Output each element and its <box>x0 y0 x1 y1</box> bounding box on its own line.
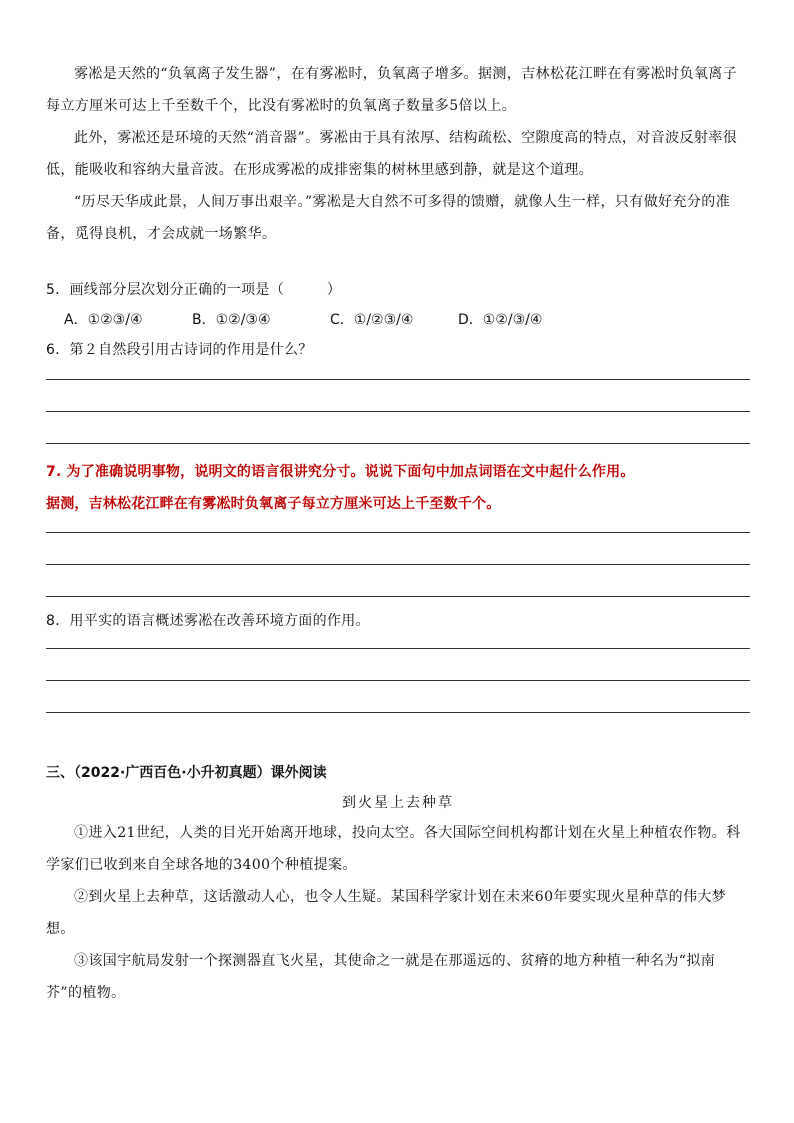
option-c[interactable]: C．①/②③/④ <box>330 312 414 328</box>
question-8 <box>46 609 750 713</box>
question-5 <box>46 278 750 332</box>
answer-line[interactable] <box>46 681 750 713</box>
question-7-sentence: 据测，吉林松花江畔在有雾凇时负氧离子每立方厘米可达上千至数千个。 <box>46 496 501 512</box>
answer-line[interactable] <box>46 362 750 380</box>
option-a[interactable]: A．①②③/④ <box>64 312 143 328</box>
worksheet-page <box>46 58 750 1009</box>
question-5-text: 5．画线部分层次划分正确的一项是（ ） <box>46 282 342 298</box>
article-title: 到火星上去种草 <box>342 795 454 811</box>
answer-line[interactable] <box>46 380 750 412</box>
question-6 <box>46 338 750 444</box>
question-8-text: 8．用平实的语言概述雾凇在改善环境方面的作用。 <box>46 613 370 629</box>
question-5-options <box>64 308 750 332</box>
answer-line[interactable] <box>46 412 750 444</box>
answer-lines-7[interactable] <box>46 520 750 597</box>
question-6-text: 6．第２自然段引用古诗词的作用是什么？ <box>46 342 313 358</box>
question-7 <box>46 456 750 597</box>
section-3-title: 三、（2022·广西百色·小升初真题）课外阅读 <box>46 765 327 781</box>
answer-line[interactable] <box>46 565 750 597</box>
answer-line[interactable] <box>46 520 750 533</box>
article-paragraph: ③该国宇航局发射一个探测器直飞火星，其使命之一就是在那遥远的、贫瘠的地方种植一种名为“拟南芥”的植物。 <box>46 953 716 1001</box>
answer-line[interactable] <box>46 633 750 649</box>
answer-lines-6[interactable] <box>46 362 750 444</box>
article-paragraph: ①进入21世纪，人类的目光开始离开地球，投向太空。各大国际空间机构都计划在火星上种植农作物。科学家们已收到来自全球各地的3400个种植提案。 <box>46 825 741 873</box>
answer-line[interactable] <box>46 533 750 565</box>
passage-paragraph: 雾凇是天然的“负氧离子发生器”，在有雾凇时，负氧离子增多。据测，吉林松花江畔在有雾凇时负氧离子每立方厘米可达上千至数千个，比没有雾凇时的负氧离子数量多5倍以上。 <box>46 66 738 114</box>
answer-line[interactable] <box>46 649 750 681</box>
option-d[interactable]: D．①②/③/④ <box>458 312 543 328</box>
answer-lines-8[interactable] <box>46 633 750 713</box>
option-b[interactable]: B．①②/③④ <box>192 312 271 328</box>
question-7-text: 7. 为了准确说明事物，说明文的语言很讲究分寸。说说下面句中加点词语在文中起什么作用。 <box>46 464 635 480</box>
article-paragraph: ②到火星上去种草，这话激动人心，也令人生疑。某国科学家计划在未来60年要实现火星种草的伟大梦想。 <box>46 889 727 937</box>
passage-paragraph: 此外，雾凇还是环境的天然“消音器”。雾凇由于具有浓厚、结构疏松、空隙度高的特点，对音波反射率很低，能吸收和容纳大量音波。在形成雾凇的成排密集的树林里感到静，就是这个道理。 <box>46 130 738 178</box>
passage-paragraph: “历尽天华成此景，人间万事出艰辛。”雾凇是大自然不可多得的馈赠，就像人生一样，只有做好充分的准备，觅得良机，才会成就一场繁华。 <box>46 194 731 242</box>
section-3 <box>46 761 750 1009</box>
passage <box>46 58 750 250</box>
